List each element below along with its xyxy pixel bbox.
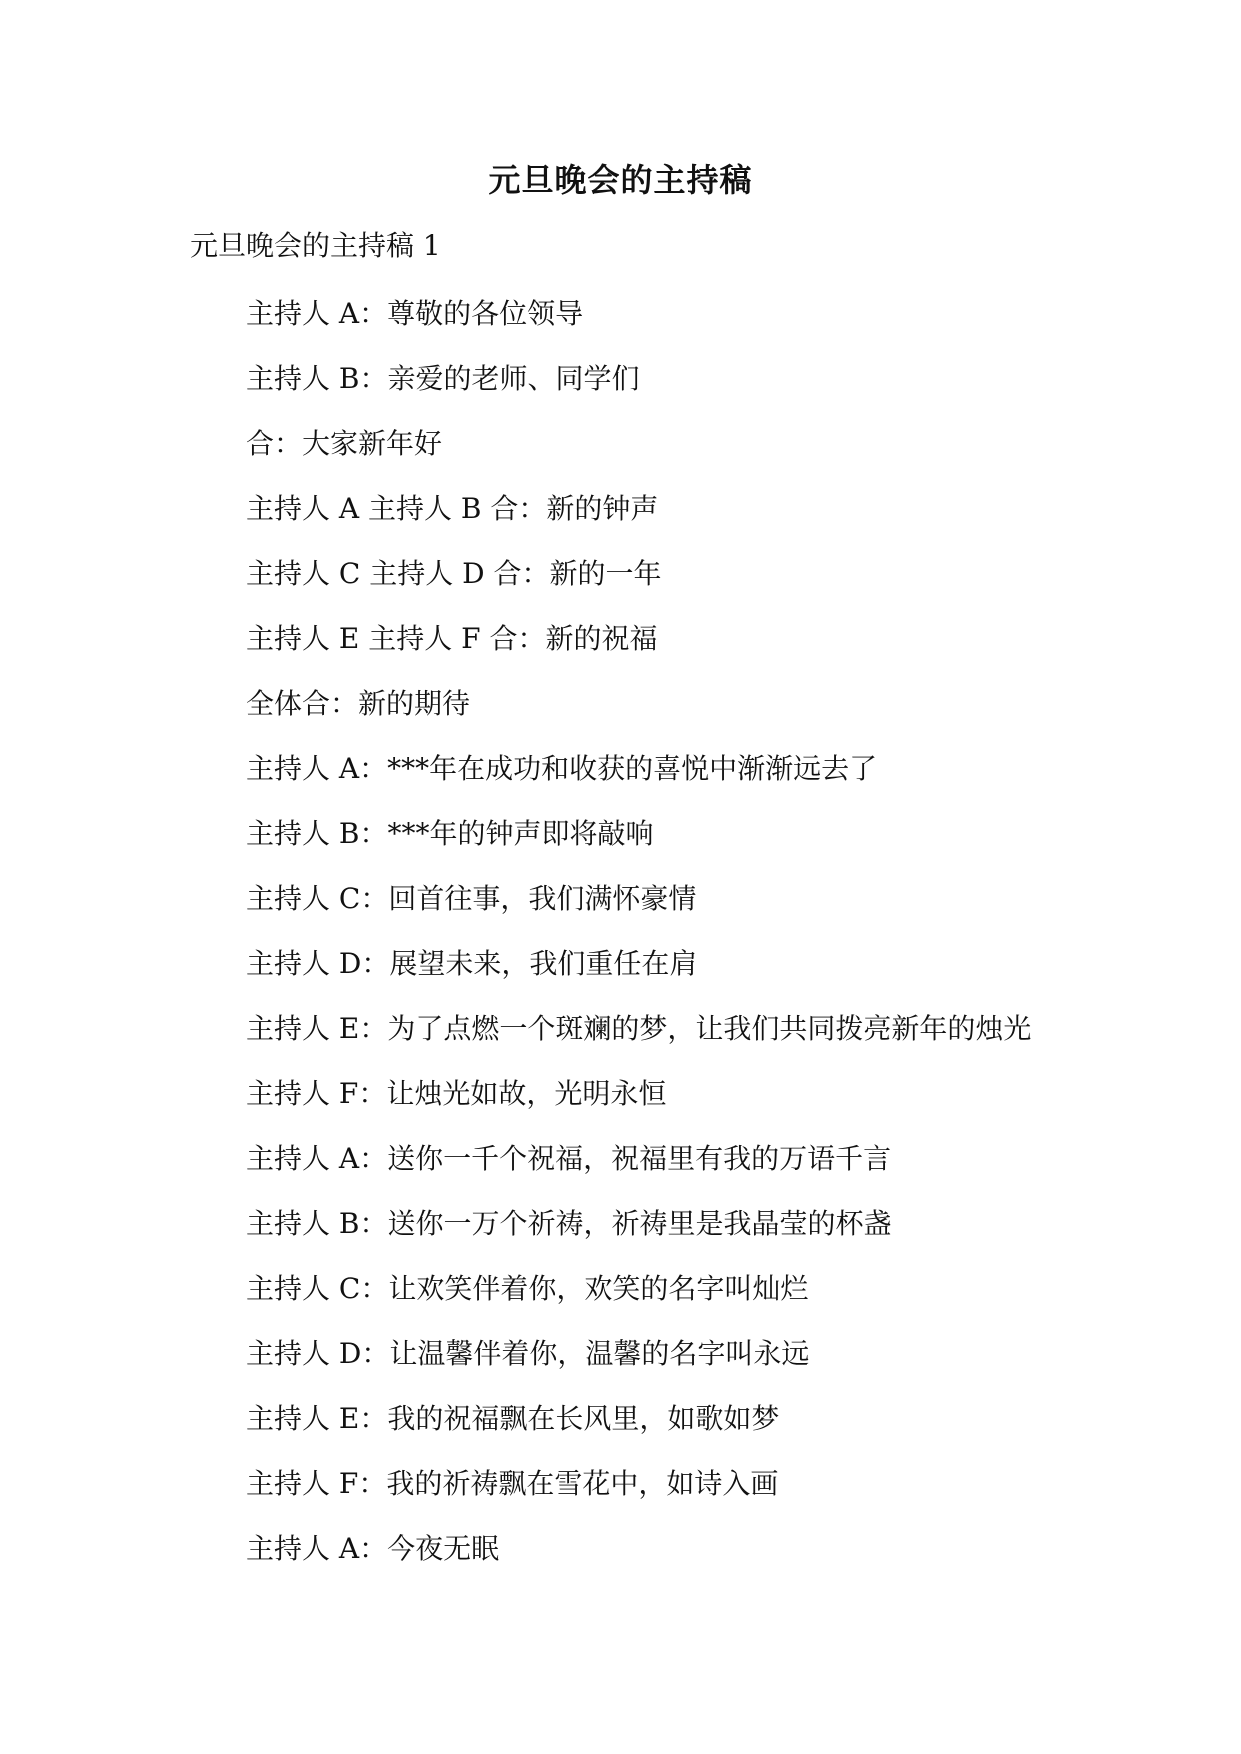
script-lines: [246, 296, 1031, 1596]
script-line: 主持人 B：送你一万个祈祷，祈祷里是我晶莹的杯盏: [246, 1207, 892, 1240]
script-line: 主持人 C：回首往事，我们满怀豪情: [246, 882, 697, 915]
document-title: 元旦晚会的主持稿: [488, 161, 753, 199]
script-line: 主持人 F：让烛光如故，光明永恒: [246, 1077, 667, 1110]
script-line: 全体合：新的期待: [246, 687, 471, 720]
script-line: 主持人 A：今夜无眠: [246, 1532, 500, 1565]
script-line: 主持人 A：尊敬的各位领导: [246, 297, 584, 330]
script-line: 主持人 E：我的祝福飘在长风里，如歌如梦: [246, 1402, 780, 1435]
script-line: 合：大家新年好: [246, 427, 443, 460]
script-line: 主持人 A：送你一千个祝福，祝福里有我的万语千言: [246, 1142, 892, 1175]
script-line: 主持人 A 主持人 B 合：新的钟声: [246, 492, 659, 525]
script-line: 主持人 C 主持人 D 合：新的一年: [246, 557, 662, 590]
script-line: 主持人 E 主持人 F 合：新的祝福: [246, 622, 658, 655]
script-line: 主持人 A：***年在成功和收获的喜悦中渐渐远去了: [246, 752, 878, 785]
script-line: 主持人 D：让温馨伴着你，温馨的名字叫永远: [246, 1337, 810, 1370]
script-line: 主持人 B：***年的钟声即将敲响: [246, 817, 654, 850]
script-line: 主持人 E：为了点燃一个斑斓的梦，让我们共同拨亮新年的烛光: [246, 1012, 1032, 1045]
script-line: 主持人 D：展望未来，我们重任在肩: [246, 947, 698, 980]
section-heading: 元旦晚会的主持稿 1: [190, 229, 441, 262]
script-line: 主持人 F：我的祈祷飘在雪花中，如诗入画: [246, 1467, 779, 1500]
script-line: 主持人 B：亲爱的老师、同学们: [246, 362, 640, 395]
script-line: 主持人 C：让欢笑伴着你，欢笑的名字叫灿烂: [246, 1272, 809, 1305]
